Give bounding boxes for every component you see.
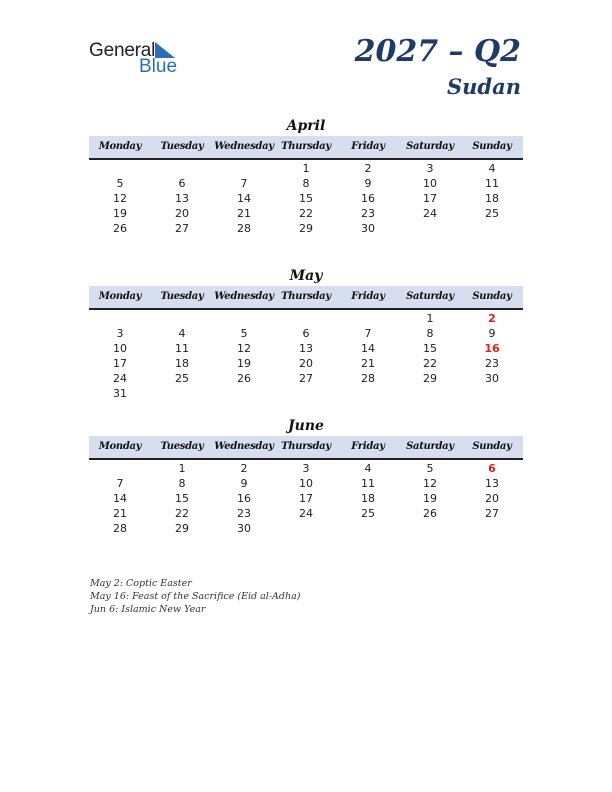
weekday-label: Sunday	[472, 441, 512, 452]
weekday-label: Sunday	[472, 141, 512, 152]
weekday-label: Tuesday	[160, 141, 204, 152]
weekday-label: Friday	[351, 291, 385, 302]
empty-day-cell	[337, 386, 399, 401]
day-cell: 26	[237, 372, 251, 385]
month-title: June	[288, 418, 324, 434]
day-cell: 7	[364, 327, 372, 340]
day-cell: 13	[299, 342, 313, 355]
country-name: Sudan	[447, 74, 521, 99]
day-cell: 25	[361, 507, 375, 520]
day-cell: 18	[175, 357, 189, 370]
week-row	[89, 326, 523, 341]
week-row	[89, 176, 523, 191]
day-cell: 25	[485, 207, 499, 220]
day-cell: 2	[240, 462, 248, 475]
day-cell: 12	[237, 342, 251, 355]
day-cell: 9	[364, 177, 372, 190]
week-row	[89, 341, 523, 356]
empty-day-cell	[213, 386, 275, 401]
weekday-label: Monday	[98, 141, 142, 152]
day-cell: 29	[175, 522, 189, 535]
weekday-label: Monday	[98, 441, 142, 452]
holiday-day-cell: 6	[488, 462, 496, 475]
week-row	[89, 206, 523, 221]
weekday-label: Monday	[98, 291, 142, 302]
day-cell: 16	[361, 192, 375, 205]
day-cell: 26	[113, 222, 127, 235]
day-cell: 13	[485, 477, 499, 490]
holiday-notes	[90, 577, 300, 616]
day-cell: 22	[175, 507, 189, 520]
day-cell: 21	[113, 507, 127, 520]
day-cell: 22	[423, 357, 437, 370]
day-cell: 4	[488, 162, 496, 175]
empty-day-cell	[461, 386, 523, 401]
week-row	[89, 371, 523, 386]
day-cell: 6	[178, 177, 186, 190]
weekday-header	[89, 136, 523, 160]
calendar-grid	[89, 161, 523, 236]
day-cell: 11	[175, 342, 189, 355]
holiday-note: May 16: Feast of the Sacrifice (Eid al-Adha)	[90, 591, 301, 602]
day-cell: 19	[237, 357, 251, 370]
empty-day-cell	[89, 161, 151, 176]
holiday-note: Jun 6: Islamic New Year	[90, 604, 206, 615]
day-cell: 20	[299, 357, 313, 370]
day-cell: 1	[302, 162, 310, 175]
day-cell: 24	[113, 372, 127, 385]
empty-day-cell	[275, 386, 337, 401]
weekday-header	[89, 286, 523, 310]
logo-text-general: General	[89, 40, 156, 61]
weekday-label: Saturday	[406, 441, 454, 452]
week-row	[89, 311, 523, 326]
day-cell: 15	[175, 492, 189, 505]
empty-day-cell	[461, 221, 523, 236]
week-row	[89, 491, 523, 506]
day-cell: 21	[361, 357, 375, 370]
month-may	[89, 266, 523, 401]
day-cell: 23	[237, 507, 251, 520]
logo-text-blue: Blue	[139, 56, 178, 77]
day-cell: 7	[240, 177, 248, 190]
weekday-label: Friday	[351, 441, 385, 452]
weekday-label: Wednesday	[214, 291, 274, 302]
day-cell: 14	[361, 342, 375, 355]
day-cell: 14	[237, 192, 251, 205]
month-title: May	[289, 268, 323, 284]
day-cell: 28	[113, 522, 127, 535]
week-row	[89, 221, 523, 236]
day-cell: 29	[423, 372, 437, 385]
calendar-grid	[89, 461, 523, 536]
day-cell: 17	[423, 192, 437, 205]
day-cell: 29	[299, 222, 313, 235]
day-cell: 28	[361, 372, 375, 385]
day-cell: 7	[116, 477, 124, 490]
empty-day-cell	[89, 461, 151, 476]
day-cell: 1	[426, 312, 434, 325]
day-cell: 11	[485, 177, 499, 190]
weekday-label: Saturday	[406, 141, 454, 152]
month-april	[89, 116, 523, 236]
day-cell: 26	[423, 507, 437, 520]
empty-day-cell	[151, 386, 213, 401]
empty-day-cell	[213, 161, 275, 176]
day-cell: 4	[178, 327, 186, 340]
day-cell: 16	[237, 492, 251, 505]
day-cell: 3	[116, 327, 124, 340]
day-cell: 5	[426, 462, 434, 475]
day-cell: 9	[488, 327, 496, 340]
week-row	[89, 506, 523, 521]
day-cell: 4	[364, 462, 372, 475]
empty-day-cell	[399, 386, 461, 401]
week-row	[89, 521, 523, 536]
day-cell: 15	[423, 342, 437, 355]
day-cell: 28	[237, 222, 251, 235]
day-cell: 15	[299, 192, 313, 205]
week-row	[89, 386, 523, 401]
day-cell: 25	[175, 372, 189, 385]
day-cell: 9	[240, 477, 248, 490]
weekday-label: Tuesday	[160, 291, 204, 302]
day-cell: 27	[299, 372, 313, 385]
day-cell: 23	[361, 207, 375, 220]
holiday-day-cell: 2	[488, 312, 496, 325]
day-cell: 6	[302, 327, 310, 340]
empty-day-cell	[213, 311, 275, 326]
day-cell: 23	[485, 357, 499, 370]
day-cell: 12	[113, 192, 127, 205]
month-june	[89, 416, 523, 536]
day-cell: 5	[116, 177, 124, 190]
day-cell: 20	[175, 207, 189, 220]
week-row	[89, 161, 523, 176]
week-row	[89, 476, 523, 491]
day-cell: 30	[361, 222, 375, 235]
day-cell: 8	[302, 177, 310, 190]
week-row	[89, 191, 523, 206]
weekday-header	[89, 436, 523, 460]
holiday-note: May 2: Coptic Easter	[90, 578, 192, 589]
day-cell: 17	[299, 492, 313, 505]
empty-day-cell	[337, 311, 399, 326]
day-cell: 17	[113, 357, 127, 370]
weekday-label: Friday	[351, 141, 385, 152]
day-cell: 18	[485, 192, 499, 205]
empty-day-cell	[151, 311, 213, 326]
weekday-label: Tuesday	[160, 441, 204, 452]
day-cell: 24	[299, 507, 313, 520]
day-cell: 27	[175, 222, 189, 235]
day-cell: 27	[485, 507, 499, 520]
weekday-label: Wednesday	[214, 141, 274, 152]
day-cell: 21	[237, 207, 251, 220]
day-cell: 30	[237, 522, 251, 535]
empty-day-cell	[89, 311, 151, 326]
day-cell: 19	[423, 492, 437, 505]
empty-day-cell	[275, 311, 337, 326]
weekday-label: Thursday	[281, 141, 331, 152]
day-cell: 19	[113, 207, 127, 220]
day-cell: 10	[423, 177, 437, 190]
empty-day-cell	[399, 221, 461, 236]
day-cell: 20	[485, 492, 499, 505]
weekday-label: Thursday	[281, 291, 331, 302]
day-cell: 24	[423, 207, 437, 220]
week-row	[89, 461, 523, 476]
page-title: 2027 – Q2	[354, 34, 521, 69]
day-cell: 11	[361, 477, 375, 490]
day-cell: 13	[175, 192, 189, 205]
day-cell: 3	[302, 462, 310, 475]
empty-day-cell	[151, 161, 213, 176]
day-cell: 10	[299, 477, 313, 490]
day-cell: 10	[113, 342, 127, 355]
holiday-day-cell: 16	[484, 342, 500, 355]
empty-day-cell	[461, 521, 523, 536]
day-cell: 22	[299, 207, 313, 220]
calendar-grid	[89, 311, 523, 401]
weekday-label: Wednesday	[214, 441, 274, 452]
logo	[89, 40, 189, 76]
empty-day-cell	[275, 521, 337, 536]
weekday-label: Saturday	[406, 291, 454, 302]
empty-day-cell	[337, 521, 399, 536]
day-cell: 8	[426, 327, 434, 340]
month-title: April	[286, 118, 326, 134]
day-cell: 1	[178, 462, 186, 475]
day-cell: 14	[113, 492, 127, 505]
weekday-label: Sunday	[472, 291, 512, 302]
day-cell: 18	[361, 492, 375, 505]
weekday-label: Thursday	[281, 441, 331, 452]
week-row	[89, 356, 523, 371]
day-cell: 30	[485, 372, 499, 385]
empty-day-cell	[399, 521, 461, 536]
day-cell: 31	[113, 387, 127, 400]
day-cell: 5	[240, 327, 248, 340]
day-cell: 3	[426, 162, 434, 175]
day-cell: 2	[364, 162, 372, 175]
day-cell: 12	[423, 477, 437, 490]
day-cell: 8	[178, 477, 186, 490]
